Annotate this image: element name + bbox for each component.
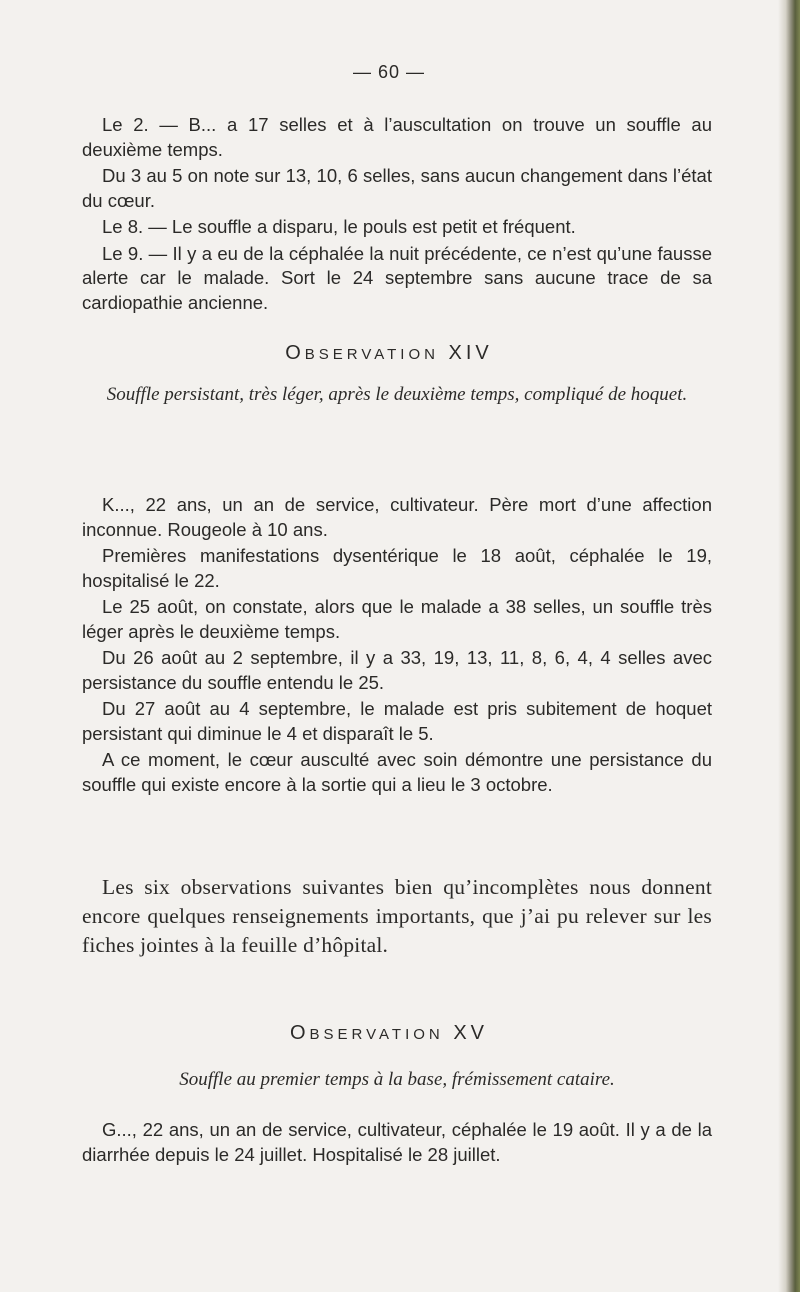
- heading-initial: O: [289, 1022, 310, 1044]
- heading-number: XIV: [448, 342, 493, 364]
- heading-initial: O: [285, 342, 305, 364]
- observation-15-heading: [0, 1022, 778, 1045]
- paragraph: Du 27 août au 4 septembre, le malade est pris subitement de hoquet persistant qui diminue le 4 et disparaît le 5.: [82, 698, 712, 744]
- paragraph: K..., 22 ans, un an de service, cultivateur. Père mort d’une affection inconnue. Rougeole à 10 ans.: [82, 494, 712, 540]
- paragraph: Le 25 août, on constate, alors que le malade a 38 selles, un souffle très léger après le deuxième temps.: [82, 596, 712, 642]
- intro-paragraph: Les six observations suivantes bien qu’incomplètes nous donnent encore quelques renseignements importants, que j’ai pu relever sur les fiches jointes à la feuille d’hôpital.: [82, 875, 712, 957]
- paragraph: A ce moment, le cœur ausculté avec soin démontre une persistance du souffle qui existe encore à la sortie qui a lieu le 3 octobre.: [82, 749, 712, 795]
- paragraph: Le 8. — Le souffle a disparu, le pouls est petit et fréquent.: [102, 216, 576, 237]
- paragraph: Le 9. — Il y a eu de la céphalée la nuit précédente, ce n’est qu’une fausse alerte car le malade. Sort le 24 septembre sans aucune trace de sa cardiopathie ancienne.: [82, 242, 712, 313]
- observation-15-body: [82, 1118, 712, 1167]
- paragraph: Le 2. — B... a 17 selles et à l’auscultation on trouve un souffle au deuxième temps.: [82, 114, 712, 160]
- paragraph: Premières manifestations dysentérique le 18 août, céphalée le 19, hospitalisé le 22.: [82, 545, 712, 591]
- observation-15-subtitle: Souffle au premier temps à la base, frémissement cataire.: [179, 1069, 615, 1090]
- observation-14-subtitle: Souffle persistant, très léger, après le deuxième temps, compliqué de hoquet.: [106, 384, 688, 405]
- continuation-text: [82, 113, 712, 315]
- paragraph: G..., 22 ans, un an de service, cultivateur, céphalée le 19 août. Il y a de la diarrhée depuis le 24 juillet. Hospitalisé le 28 juillet.: [82, 1119, 712, 1165]
- paragraph: Du 26 août au 2 septembre, il y a 33, 19, 13, 11, 8, 6, 4, 4 selles avec persistance du souffle entendu le 25.: [82, 647, 712, 693]
- page-number: — 60 —: [352, 62, 426, 82]
- heading-rest: BSERVATION: [304, 346, 439, 363]
- observation-14-heading: [0, 342, 778, 365]
- heading-rest: BSERVATION: [309, 1026, 444, 1043]
- book-binding-edge: [778, 0, 800, 1292]
- observation-14-body: [82, 493, 712, 797]
- paragraph: Du 3 au 5 on note sur 13, 10, 6 selles, sans aucun changement dans l’état du cœur.: [82, 165, 712, 211]
- heading-number: XV: [453, 1022, 488, 1044]
